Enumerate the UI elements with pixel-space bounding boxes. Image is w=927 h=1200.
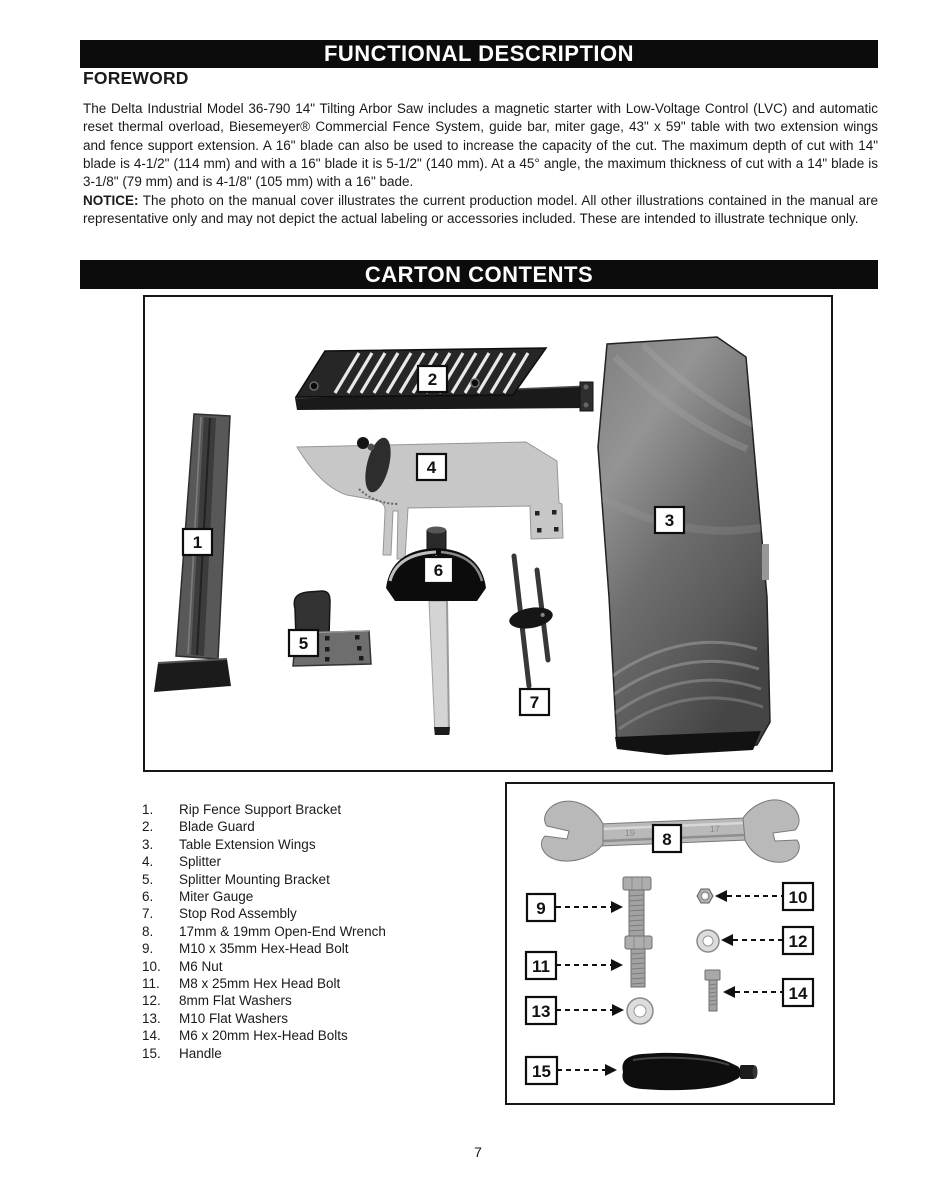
hardware-figure xyxy=(505,782,835,1105)
carton-contents-figure xyxy=(143,295,833,772)
svg-text:6: 6 xyxy=(433,561,444,580)
carton-parts-drawing xyxy=(145,297,831,770)
bolt-m6-illustration xyxy=(705,970,720,1011)
callout-15 xyxy=(526,1057,617,1084)
foreword-paragraph: The Delta Industrial Model 36-790 14" Tilting Arbor Saw includes a magnetic starter with Low-Voltage Control (LVC) and automatic reset thermal overload, Biesemeyer® Commercial Fence System, guide bar, miter gage, 43" x 59" table with two extension wings and fence support extension. A 16" blade can also be used to increase the capacity of the cut. The maximum depth of cut with 14" blade is 4-1/2" (114 mm) and with a 16" blade it is 5-1/2" (140 mm). At a 45° angle, the maximum thickness of cut with a 14" blade is 3-1/8" (79 mm) and is 4-1/8" (105 mm) with a 16" bade. xyxy=(83,101,878,190)
parts-list xyxy=(142,801,386,1062)
svg-text:5: 5 xyxy=(298,634,309,653)
svg-text:1: 1 xyxy=(192,533,203,552)
carton-contents-banner: CARTON CONTENTS xyxy=(80,260,878,289)
svg-text:14: 14 xyxy=(788,984,808,1003)
list-item: 14. M6 x 20mm Hex-Head Bolts xyxy=(142,1028,348,1044)
callout-14 xyxy=(723,979,813,1006)
list-item: 15. Handle xyxy=(142,1045,222,1061)
notice-text: The photo on the manual cover illustrates the current production model. All other illustrations contained in the manual are representative only and may not depict the actual labeling or accessories included. These are intended to illustrate technique only. xyxy=(83,193,878,227)
list-item: 8. 17mm & 19mm Open-End Wrench xyxy=(142,923,386,939)
svg-text:12: 12 xyxy=(788,932,808,951)
stop-rod-illustration xyxy=(508,556,555,686)
callout-1 xyxy=(183,529,212,555)
svg-text:15: 15 xyxy=(532,1062,551,1081)
notice-paragraph xyxy=(83,192,878,229)
wrench-size-right: 17 xyxy=(709,823,721,834)
callout-7 xyxy=(520,689,549,715)
callout-13 xyxy=(526,997,624,1024)
list-item: 3. Table Extension Wings xyxy=(142,836,316,852)
foreword-heading: FOREWORD xyxy=(83,68,189,88)
list-item: 11. M8 x 25mm Hex Head Bolt xyxy=(142,976,341,992)
svg-text:10: 10 xyxy=(788,888,808,907)
wrench-size-left: 19 xyxy=(624,827,636,838)
svg-text:7: 7 xyxy=(529,693,540,712)
callout-9 xyxy=(527,894,623,921)
nut-illustration xyxy=(697,889,713,903)
callout-3 xyxy=(655,507,684,533)
list-item: 5. Splitter Mounting Bracket xyxy=(142,871,330,887)
svg-text:11: 11 xyxy=(532,957,550,976)
callout-10 xyxy=(715,883,813,910)
list-item: 13. M10 Flat Washers xyxy=(142,1010,289,1026)
extension-wing-illustration xyxy=(588,337,770,755)
svg-text:9: 9 xyxy=(536,899,546,918)
page-number: 7 xyxy=(474,1144,482,1160)
callout-2 xyxy=(418,366,447,392)
bolt-m10-illustration xyxy=(623,877,651,936)
list-item: 4. Splitter xyxy=(142,854,222,870)
list-item: 2. Blade Guard xyxy=(142,819,255,835)
svg-text:3: 3 xyxy=(664,511,675,530)
list-item: 9. M10 x 35mm Hex-Head Bolt xyxy=(142,941,349,957)
notice-label: NOTICE: xyxy=(83,193,139,208)
svg-text:4: 4 xyxy=(426,458,437,477)
list-item: 6. Miter Gauge xyxy=(142,889,254,905)
callout-5 xyxy=(289,630,318,656)
washer-m10-illustration xyxy=(627,998,653,1024)
list-item: 12. 8mm Flat Washers xyxy=(142,993,292,1009)
list-item: 10. M6 Nut xyxy=(142,958,223,974)
callout-8 xyxy=(653,825,681,852)
callout-4 xyxy=(417,454,446,480)
callout-12 xyxy=(721,927,813,954)
list-item: 1. Rip Fence Support Bracket xyxy=(142,802,342,817)
callout-11 xyxy=(526,952,623,979)
bolt-m8-illustration xyxy=(625,936,652,987)
washer-8mm-illustration xyxy=(697,930,719,952)
hardware-drawing xyxy=(507,784,833,1103)
svg-text:2: 2 xyxy=(427,370,438,389)
list-item: 7. Stop Rod Assembly xyxy=(142,906,297,922)
svg-text:13: 13 xyxy=(531,1002,551,1021)
svg-text:8: 8 xyxy=(662,830,672,849)
functional-description-banner: FUNCTIONAL DESCRIPTION xyxy=(80,40,878,68)
callout-6 xyxy=(424,557,453,583)
handle-illustration xyxy=(622,1053,757,1090)
